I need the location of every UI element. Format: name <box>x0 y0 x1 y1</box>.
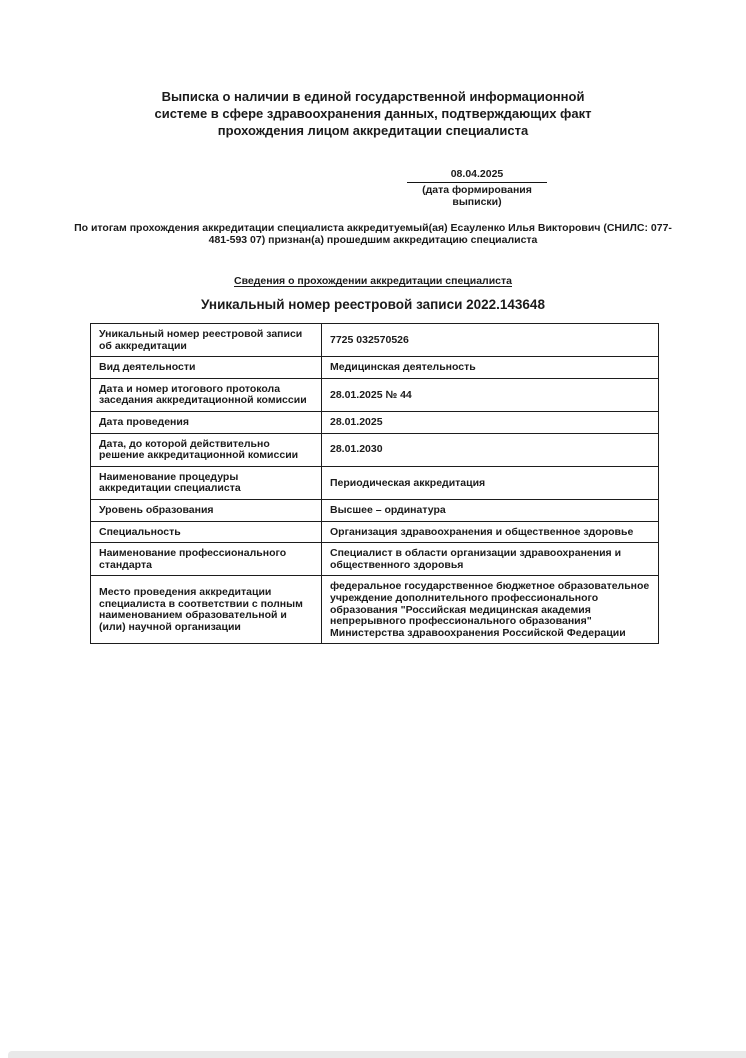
row-label: Вид деятельности <box>91 357 322 379</box>
row-value: Периодическая аккредитация <box>322 466 659 499</box>
row-label: Наименование процедуры аккредитации специалиста <box>91 466 322 499</box>
accreditation-table <box>90 323 659 644</box>
section-heading: Сведения о прохождении аккредитации специалиста <box>234 275 512 287</box>
row-label: Уникальный номер реестровой записи об аккредитации <box>91 324 322 357</box>
row-value: 7725 032570526 <box>322 324 659 357</box>
table-row <box>91 521 659 543</box>
issue-date-caption: (дата формирования выписки) <box>422 184 532 208</box>
row-value: Высшее – ординатура <box>322 499 659 521</box>
table-row <box>91 378 659 411</box>
issue-date-block <box>402 168 552 208</box>
row-value: 28.01.2025 № 44 <box>322 378 659 411</box>
table-row <box>91 499 659 521</box>
table-row <box>91 324 659 357</box>
issue-date-value: 08.04.2025 <box>450 168 504 180</box>
document-title <box>133 88 613 139</box>
row-value: Организация здравоохранения и общественное здоровье <box>322 521 659 543</box>
row-label: Наименование профессионального стандарта <box>91 543 322 576</box>
document-title-line-2: системе в сфере здравоохранения данных, подтверждающих факт <box>154 106 592 121</box>
bottom-bar <box>8 1051 746 1058</box>
row-label: Дата проведения <box>91 411 322 433</box>
row-label: Дата и номер итогового протокола заседания аккредитационной комиссии <box>91 378 322 411</box>
row-value: Медицинская деятельность <box>322 357 659 379</box>
row-value: федеральное государственное бюджетное образовательное учреждение дополнительного профессионального образования "Российская медицинская академия непрерывного профессионального образования" Министерства здравоохранения Российской Федерации <box>322 576 659 644</box>
row-value: 28.01.2030 <box>322 433 659 466</box>
document-title-line-3: прохождения лицом аккредитации специалиста <box>217 123 529 138</box>
row-label: Специальность <box>91 521 322 543</box>
table-row <box>91 411 659 433</box>
accreditation-result-paragraph: По итогам прохождения аккредитации специалиста аккредитуемый(ая) Есауленко Илья Викторович (СНИЛС: 077-481-593 07) признан(а) прошедшим аккредитацию специалиста <box>74 222 672 246</box>
registry-number-heading: Уникальный номер реестровой записи 2022.143648 <box>201 297 545 312</box>
table-row <box>91 357 659 379</box>
document-content <box>74 0 672 644</box>
row-value: Специалист в области организации здравоохранения и общественного здоровья <box>322 543 659 576</box>
document-title-line-1: Выписка о наличии в единой государственной информационной <box>161 89 585 104</box>
row-label: Дата, до которой действительно решение аккредитационной комиссии <box>91 433 322 466</box>
row-label: Место проведения аккредитации специалиста в соответствии с полным наименованием образовательной и (или) научной организации <box>91 576 322 644</box>
table-row <box>91 576 659 644</box>
row-label: Уровень образования <box>91 499 322 521</box>
row-value: 28.01.2025 <box>322 411 659 433</box>
table-row <box>91 543 659 576</box>
table-row <box>91 466 659 499</box>
table-row <box>91 433 659 466</box>
